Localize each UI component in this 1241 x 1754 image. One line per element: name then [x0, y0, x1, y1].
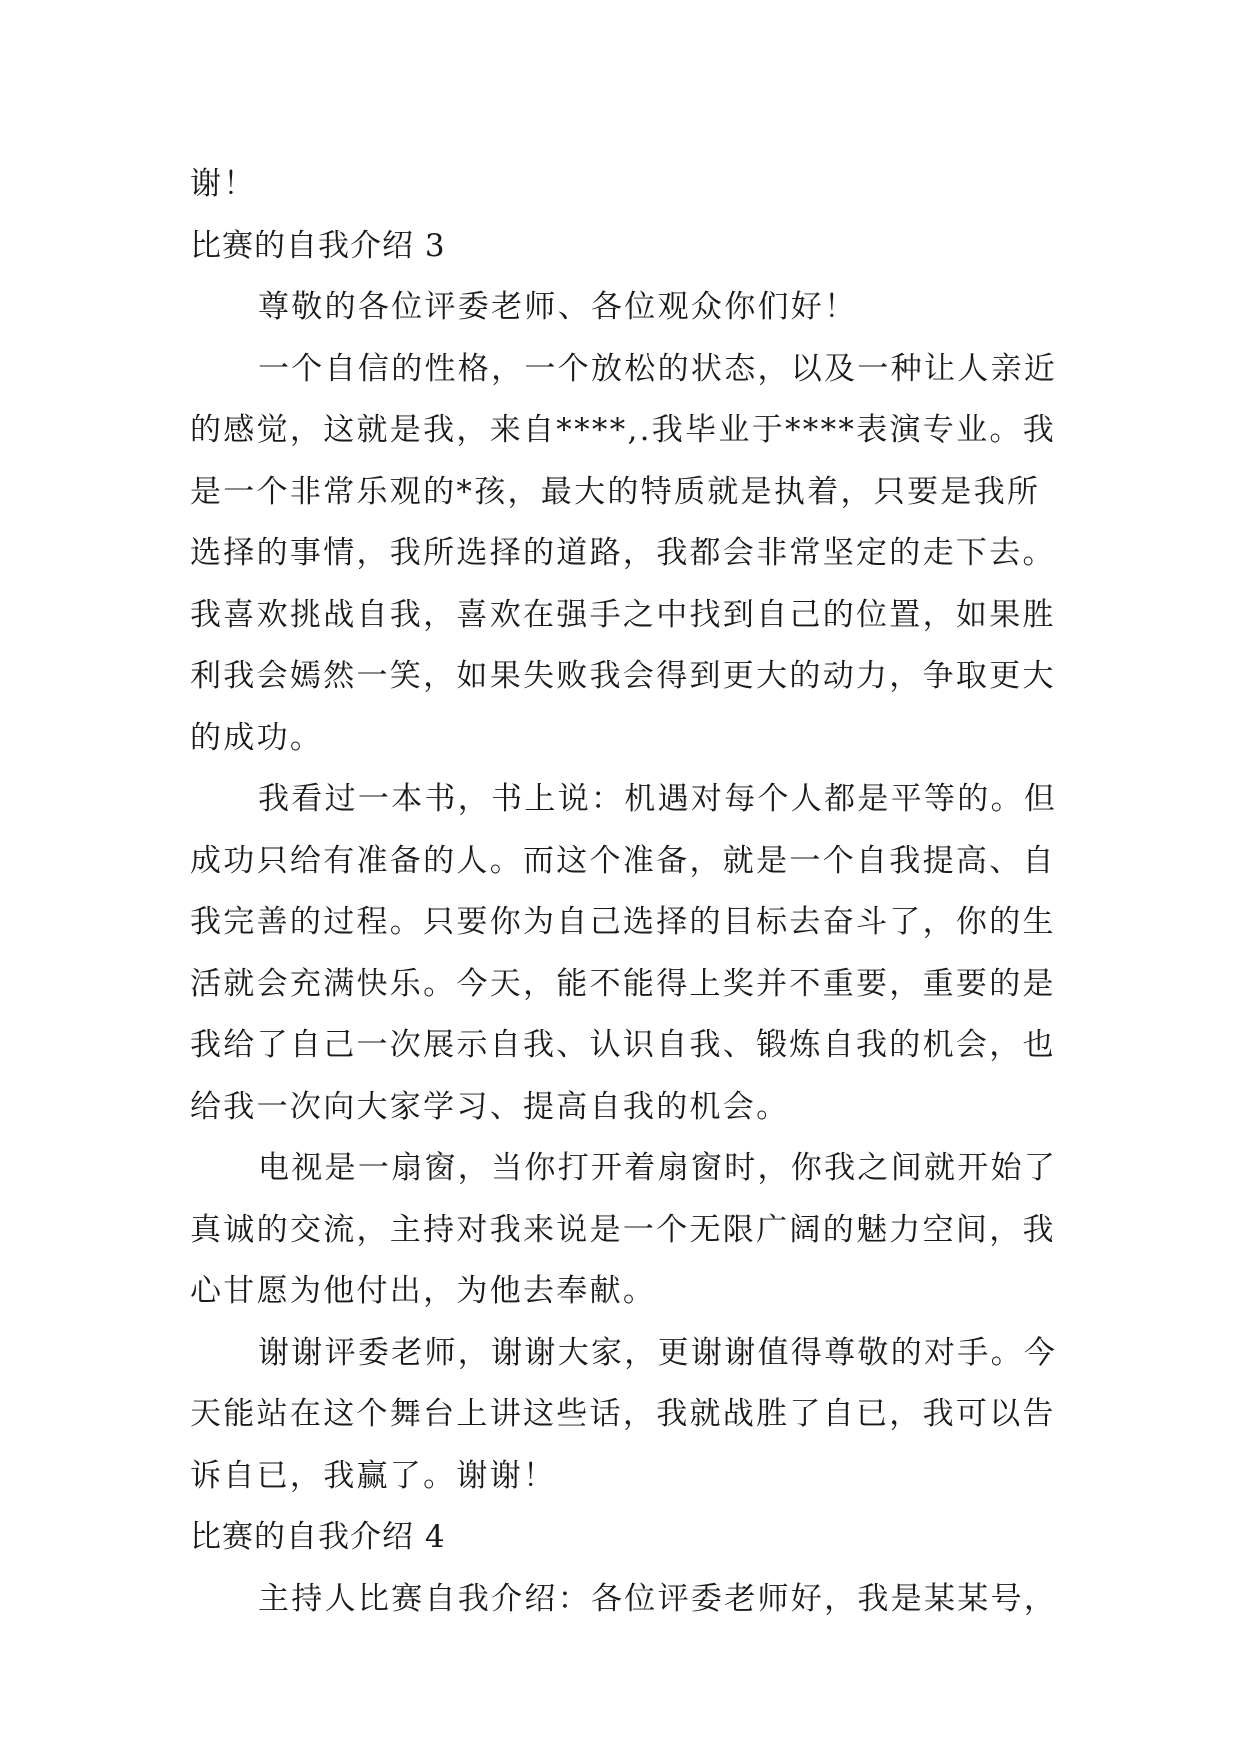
- text-line: 给我一次向大家学习、提高自我的机会。: [190, 1088, 790, 1125]
- section-heading: 比赛的自我介绍 3: [190, 227, 446, 264]
- paragraph-first-line: 我看过一本书，书上说：机遇对每个人都是平等的。但: [258, 781, 1058, 817]
- text-line: 我完善的过程。只要你为自己选择的目标去奋斗了，你的生: [190, 904, 1056, 940]
- paragraph-first-line: 谢谢评委老师，谢谢大家，更谢谢值得尊敬的对手。今: [258, 1334, 1058, 1371]
- text-line: 是一个非常乐观的*孩，最大的特质就是执着，只要是我所: [190, 473, 1041, 510]
- text-line: 利我会嫣然一笑，如果失败我会得到更大的动力，争取更大: [190, 658, 1056, 694]
- text-line: 活就会充满快乐。今天，能不能得上奖并不重要，重要的是: [190, 965, 1056, 1002]
- text-line: 成功只给有准备的人。而这个准备，就是一个自我提高、自: [190, 842, 1056, 879]
- document-body: [190, 154, 1058, 1630]
- paragraph-first-line: 尊敬的各位评委老师、各位观众你们好！: [258, 289, 858, 325]
- text-line: 的成功。: [190, 719, 324, 756]
- paragraph-first-line: 主持人比赛自我介绍：各位评委老师好，我是某某号，: [258, 1580, 1058, 1617]
- text-line: 我喜欢挑战自我，喜欢在强手之中找到自己的位置，如果胜: [190, 596, 1056, 633]
- section-heading: 比赛的自我介绍 4: [190, 1519, 446, 1555]
- text-line: 真诚的交流，主持对我来说是一个无限广阔的魅力空间，我: [190, 1211, 1056, 1248]
- text-line: 谢！: [190, 166, 257, 202]
- text-line: 天能站在这个舞台上讲这些话，我就战胜了自已，我可以告: [190, 1396, 1056, 1432]
- text-line: 的感觉，这就是我，来自****,.我毕业于****表演专业。我: [190, 412, 1057, 448]
- text-line: 诉自已，我赢了。谢谢！: [190, 1457, 557, 1494]
- text-line: 选择的事情，我所选择的道路，我都会非常坚定的走下去。: [190, 535, 1056, 571]
- paragraph-first-line: 电视是一扇窗，当你打开着扇窗时，你我之间就开始了: [258, 1150, 1058, 1186]
- paragraph-first-line: 一个自信的性格，一个放松的状态，以及一种让人亲近: [258, 350, 1058, 387]
- text-line: 心甘愿为他付出，为他去奉献。: [190, 1273, 657, 1309]
- text-line: 我给了自己一次展示自我、认识自我、锻炼自我的机会，也: [190, 1027, 1056, 1063]
